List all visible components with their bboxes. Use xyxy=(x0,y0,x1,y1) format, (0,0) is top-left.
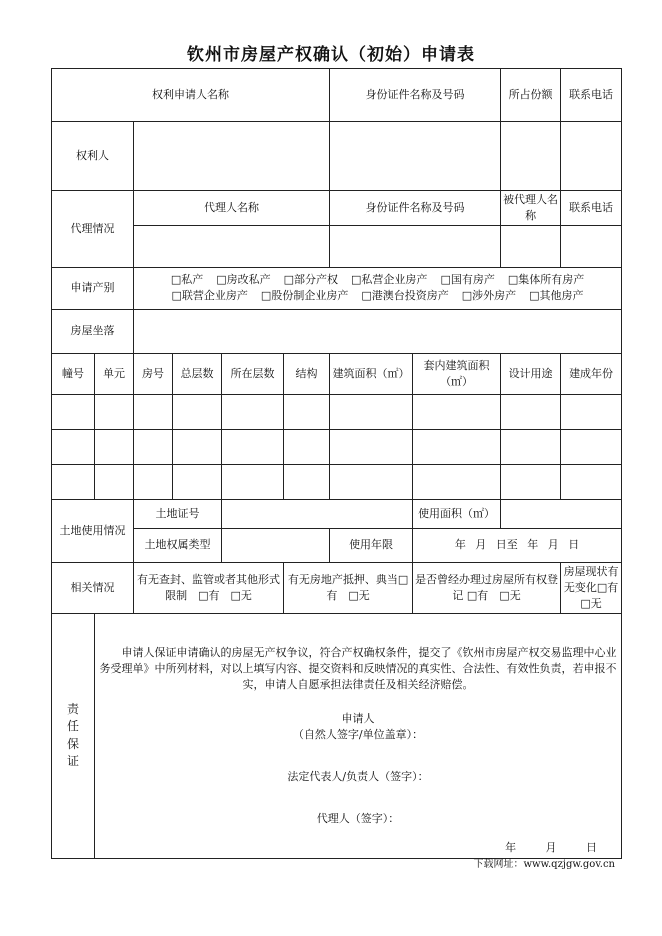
building-cell[interactable] xyxy=(501,429,561,464)
building-cell[interactable] xyxy=(52,394,95,429)
rights-holder-id-cell[interactable] xyxy=(330,122,501,191)
building-cell[interactable] xyxy=(330,429,413,464)
legal-rep-sign[interactable]: 法定代表人/负责人（签字）： xyxy=(287,769,429,783)
building-cell[interactable] xyxy=(222,429,284,464)
rights-holder-name-cell[interactable] xyxy=(134,122,330,191)
rights-holder-phone-cell[interactable] xyxy=(561,122,622,191)
building-cell[interactable] xyxy=(173,394,222,429)
land-rights-type-label: 土地权属类型 xyxy=(134,528,222,562)
building-cell[interactable] xyxy=(173,464,222,499)
land-date-range[interactable]: 年 月 日至 年 月 日 xyxy=(413,528,622,562)
building-cell[interactable] xyxy=(561,394,622,429)
col-inner-area: 套内建筑面积（㎡） xyxy=(413,353,501,394)
header-id-doc: 身份证件名称及号码 xyxy=(330,69,501,122)
building-cell[interactable] xyxy=(173,429,222,464)
related-status-change[interactable]: 房屋现状有无变化□有 □无 xyxy=(561,562,622,613)
download-url: 下载网址：www.qzjgw.gov.cn xyxy=(473,859,615,870)
rights-holder-share-cell[interactable] xyxy=(501,122,561,191)
related-mortgage[interactable]: 有无房地产抵押、典当□有 □无 xyxy=(284,562,413,613)
agency-phone-cell[interactable] xyxy=(561,225,622,267)
location-cell[interactable] xyxy=(134,309,622,353)
building-cell[interactable] xyxy=(330,464,413,499)
agency-agent-name-header: 代理人名称 xyxy=(134,191,330,226)
building-cell[interactable] xyxy=(134,429,173,464)
building-cell[interactable] xyxy=(134,394,173,429)
property-type-label: 申请产别 xyxy=(52,267,134,309)
col-total-floors: 总层数 xyxy=(173,353,222,394)
col-floor: 所在层数 xyxy=(222,353,284,394)
header-applicant-name: 权利申请人名称 xyxy=(52,69,330,122)
land-label: 土地使用情况 xyxy=(52,499,134,562)
building-cell[interactable] xyxy=(413,464,501,499)
option-joint-venture[interactable]: □联营企业房产 xyxy=(171,289,248,303)
building-cell[interactable] xyxy=(413,394,501,429)
land-cert-no-cell[interactable] xyxy=(222,499,413,528)
responsibility-content xyxy=(95,613,622,858)
col-unit: 单元 xyxy=(95,353,134,394)
option-partial[interactable]: □部分产权 xyxy=(283,273,339,287)
land-use-area-cell[interactable] xyxy=(501,499,622,528)
related-restriction[interactable]: 有无查封、监管或者其他形式限制 □有 □无 xyxy=(134,562,284,613)
building-cell[interactable] xyxy=(95,394,134,429)
related-label: 相关情况 xyxy=(52,562,134,613)
agency-id-doc-cell[interactable] xyxy=(330,225,501,267)
building-cell[interactable] xyxy=(95,464,134,499)
application-form-table xyxy=(51,68,630,859)
option-private[interactable]: □私产 xyxy=(170,273,204,287)
col-built-year: 建成年份 xyxy=(561,353,622,394)
building-cell[interactable] xyxy=(52,464,95,499)
land-cert-no-label: 土地证号 xyxy=(134,499,222,528)
location-label: 房屋坐落 xyxy=(52,309,134,353)
option-reform-private[interactable]: □房改私产 xyxy=(216,273,271,287)
agent-sign[interactable]: 代理人（签字）： xyxy=(316,811,400,825)
building-cell[interactable] xyxy=(52,429,95,464)
col-building-no: 幢号 xyxy=(52,353,95,394)
building-cell[interactable] xyxy=(330,394,413,429)
land-use-years-label: 使用年限 xyxy=(330,528,413,562)
option-foreign[interactable]: □涉外房产 xyxy=(461,289,517,303)
rights-holder-label: 权利人 xyxy=(52,122,134,191)
option-joint-stock[interactable]: □股份制企业房产 xyxy=(260,289,349,303)
building-cell[interactable] xyxy=(222,394,284,429)
option-private-enterprise[interactable]: □私营企业房产 xyxy=(351,273,428,287)
col-room-no: 房号 xyxy=(134,353,173,394)
building-row xyxy=(52,464,622,499)
building-cell[interactable] xyxy=(413,429,501,464)
building-cell[interactable] xyxy=(222,464,284,499)
agency-label: 代理情况 xyxy=(52,191,134,268)
land-use-area-label: 使用面积（㎡） xyxy=(413,499,501,528)
col-building-area: 建筑面积（㎡） xyxy=(330,353,413,394)
building-cell[interactable] xyxy=(95,429,134,464)
agency-principal-cell[interactable] xyxy=(501,225,561,267)
option-other[interactable]: □其他房产 xyxy=(529,289,584,303)
option-collective[interactable]: □集体所有房产 xyxy=(507,273,585,287)
sign-date[interactable]: 年 月 日 xyxy=(505,840,598,854)
col-structure: 结构 xyxy=(284,353,330,394)
building-cell[interactable] xyxy=(284,464,330,499)
building-cell[interactable] xyxy=(501,394,561,429)
form-title: 钦州市房屋产权确认（初始）申请表 xyxy=(187,45,475,65)
building-cell[interactable] xyxy=(561,464,622,499)
header-share: 所占份额 xyxy=(501,69,561,122)
agency-phone-header: 联系电话 xyxy=(561,191,622,226)
agency-id-doc-header: 身份证件名称及号码 xyxy=(330,191,501,226)
building-cell[interactable] xyxy=(134,464,173,499)
land-rights-type-cell[interactable] xyxy=(222,528,330,562)
responsibility-statement: 申请人保证申请确认的房屋无产权争议，符合产权确权条件，提交了《钦州市房屋产权交易监理中心业务受理单》中所列材料，对以上填写内容、提交资料和反映情况的真实性、合法性、有效性负责，若申报不实，申请人自愿承担法律责任及相关经济赔偿。 xyxy=(99,645,617,691)
applicant-sign-label: 申请人 xyxy=(341,711,375,725)
agency-principal-header: 被代理人名称 xyxy=(501,191,561,226)
responsibility-label: 责 任 保 证 xyxy=(52,613,95,858)
option-state-owned[interactable]: □国有房产 xyxy=(440,273,495,287)
col-design-use: 设计用途 xyxy=(501,353,561,394)
building-cell[interactable] xyxy=(284,394,330,429)
building-row xyxy=(52,429,622,464)
building-cell[interactable] xyxy=(561,429,622,464)
building-row xyxy=(52,394,622,429)
agency-agent-name-cell[interactable] xyxy=(134,225,330,267)
building-cell[interactable] xyxy=(284,429,330,464)
property-type-options xyxy=(134,267,622,309)
option-hk-macau-tw[interactable]: □港澳台投资房产 xyxy=(361,289,449,303)
related-prior-registration[interactable]: 是否曾经办理过房屋所有权登记 □有 □无 xyxy=(413,562,561,613)
applicant-sign-note[interactable]: （自然人签字/单位盖章）： xyxy=(292,727,424,741)
header-phone: 联系电话 xyxy=(561,69,622,122)
building-cell[interactable] xyxy=(501,464,561,499)
